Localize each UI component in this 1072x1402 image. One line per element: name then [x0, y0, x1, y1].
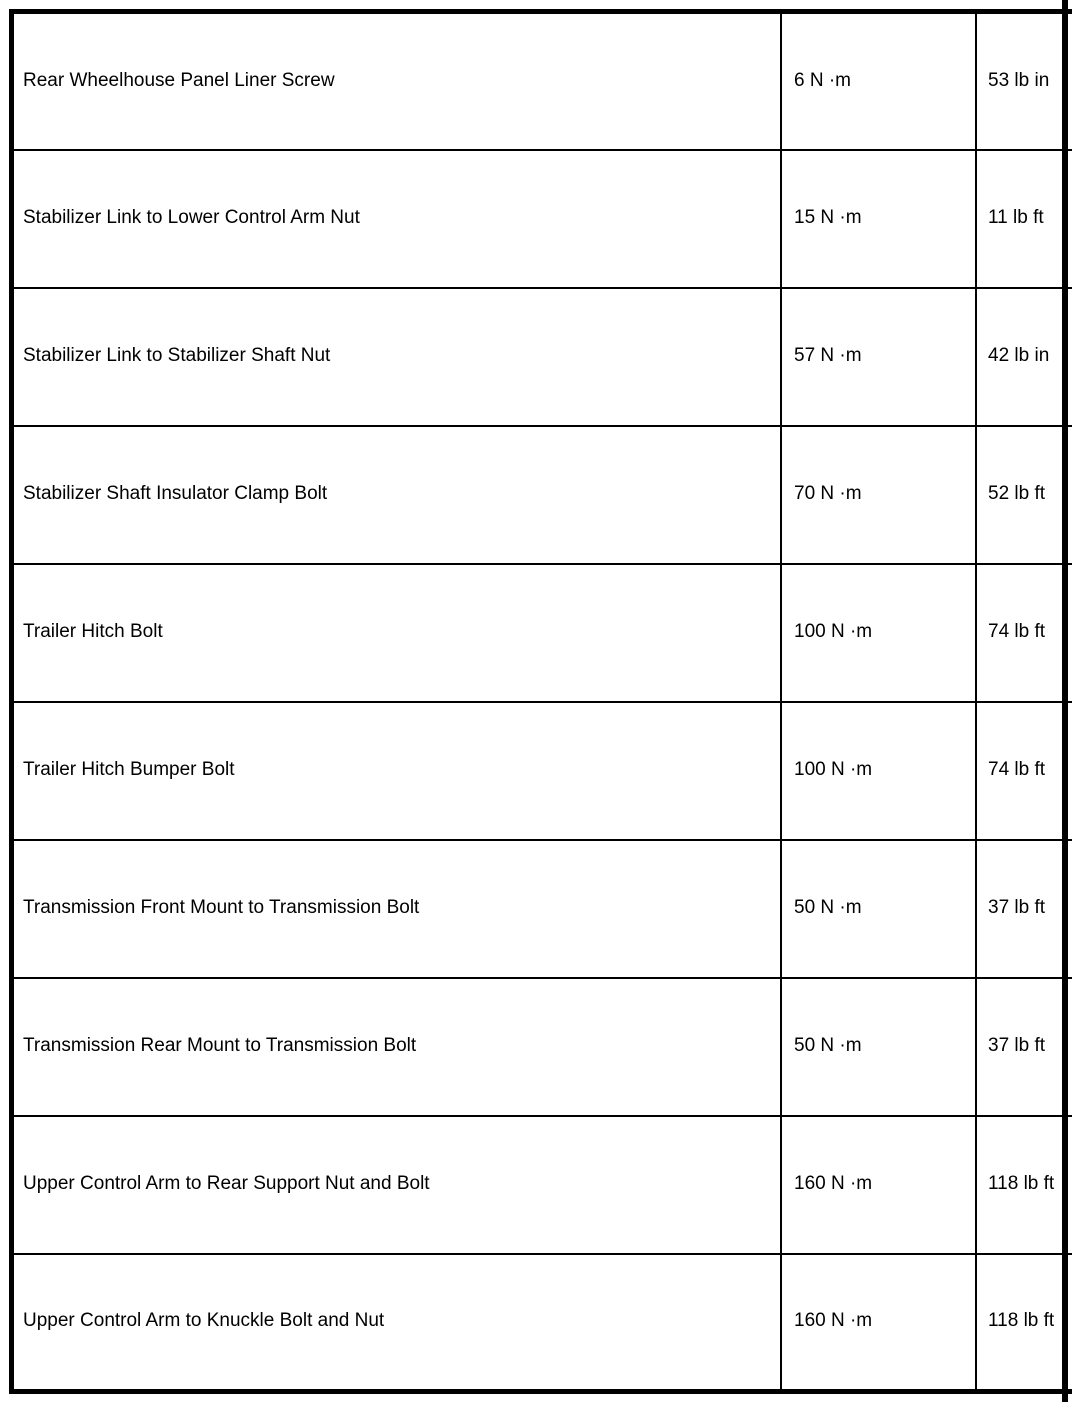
cell-component: Stabilizer Link to Stabilizer Shaft Nut: [12, 288, 782, 426]
cell-torque_nm: 50 N ·m: [781, 978, 976, 1116]
table-row: [12, 12, 1072, 150]
cell-torque_nm: 100 N ·m: [781, 702, 976, 840]
cell-component: Trailer Hitch Bumper Bolt: [12, 702, 782, 840]
cell-component: Transmission Front Mount to Transmission Bolt: [12, 840, 782, 978]
cell-component: Stabilizer Link to Lower Control Arm Nut: [12, 150, 782, 288]
torque-spec-table: [9, 9, 1072, 1394]
cell-torque_imperial: 118 lb ft: [976, 1254, 1072, 1392]
cell-torque_imperial: 74 lb ft: [976, 564, 1072, 702]
table-row: [12, 426, 1072, 564]
cell-component: Transmission Rear Mount to Transmission Bolt: [12, 978, 782, 1116]
cell-torque_nm: 160 N ·m: [781, 1116, 976, 1254]
cell-torque_nm: 50 N ·m: [781, 840, 976, 978]
table-row: [12, 978, 1072, 1116]
cell-torque_nm: 70 N ·m: [781, 426, 976, 564]
torque-spec-table-body: [12, 12, 1072, 1392]
table-row: [12, 1254, 1072, 1392]
cell-component: Rear Wheelhouse Panel Liner Screw: [12, 12, 782, 150]
table-row: [12, 564, 1072, 702]
scan-edge-strip: [1062, 0, 1068, 1402]
cell-torque_imperial: 11 lb ft: [976, 150, 1072, 288]
table-row: [12, 150, 1072, 288]
cell-component: Stabilizer Shaft Insulator Clamp Bolt: [12, 426, 782, 564]
table-row: [12, 1116, 1072, 1254]
cell-torque_nm: 6 N ·m: [781, 12, 976, 150]
table-row: [12, 840, 1072, 978]
cell-torque_imperial: 74 lb ft: [976, 702, 1072, 840]
cell-torque_imperial: 37 lb ft: [976, 840, 1072, 978]
cell-torque_nm: 15 N ·m: [781, 150, 976, 288]
cell-torque_imperial: 37 lb ft: [976, 978, 1072, 1116]
cell-torque_nm: 100 N ·m: [781, 564, 976, 702]
cell-torque_imperial: 118 lb ft: [976, 1116, 1072, 1254]
table-row: [12, 702, 1072, 840]
cell-torque_nm: 160 N ·m: [781, 1254, 976, 1392]
cell-component: Upper Control Arm to Knuckle Bolt and Nut: [12, 1254, 782, 1392]
cell-torque_imperial: 52 lb ft: [976, 426, 1072, 564]
cell-torque_imperial: 42 lb in: [976, 288, 1072, 426]
cell-torque_nm: 57 N ·m: [781, 288, 976, 426]
cell-component: Trailer Hitch Bolt: [12, 564, 782, 702]
cell-torque_imperial: 53 lb in: [976, 12, 1072, 150]
table-row: [12, 288, 1072, 426]
cell-component: Upper Control Arm to Rear Support Nut and Bolt: [12, 1116, 782, 1254]
